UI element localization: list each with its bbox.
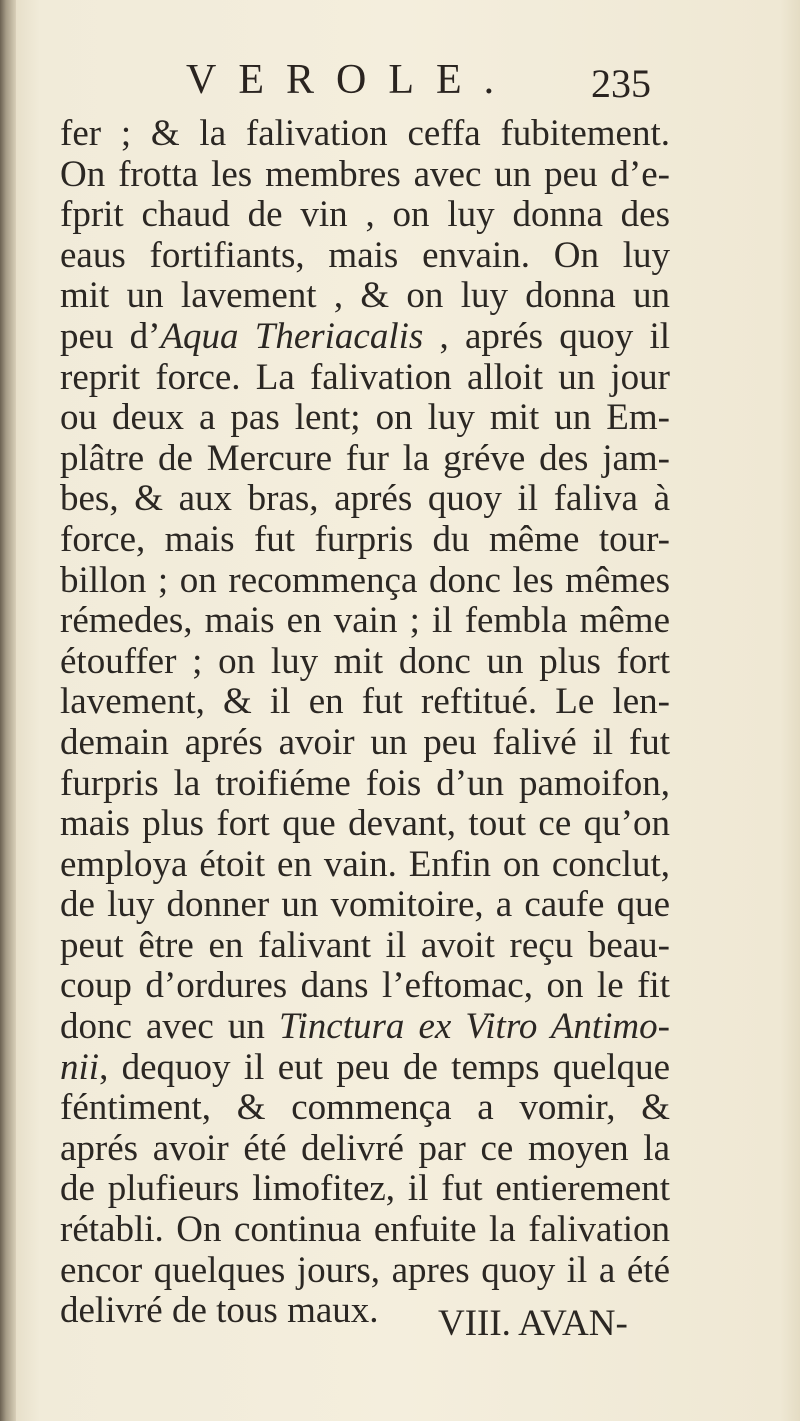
text-line [60, 926, 670, 967]
text-line [60, 398, 670, 439]
line-text: encor quelques jours, apres quoy il a été [60, 1249, 670, 1291]
text-line [60, 1007, 670, 1048]
line-text: reprit force. La falivation alloit un jour [60, 356, 670, 398]
text-line [60, 561, 670, 602]
text-line [60, 723, 670, 764]
line-text: On frotta les membres avec un peu d’e- [60, 153, 670, 195]
line-text: , aprés quoy il [423, 315, 671, 357]
line-text: de luy donner un vomitoire, a caufe que [60, 884, 670, 926]
line-text: fprit chaud de vin , on luy donna des [60, 194, 670, 236]
text-line [60, 520, 670, 561]
line-text: furpris la troifiéme fois d’un pamoifon, [60, 762, 670, 804]
line-text: lavement, & il en fut reftitué. Le len- [60, 681, 670, 723]
line-text: ou deux a pas lent; on luy mit un Em- [60, 397, 670, 439]
line-text: mais plus fort que devant, tout ce qu’on [60, 803, 670, 845]
text-line [60, 1210, 670, 1251]
text-line [60, 155, 670, 196]
text-line [60, 114, 670, 155]
text-line [60, 601, 670, 642]
text-line [60, 1169, 670, 1210]
line-text: , dequoy il eut peu de temps quelque [99, 1046, 670, 1088]
text-line [60, 276, 670, 317]
line-text: fer ; & la falivation ceffa fubitement. [60, 113, 670, 154]
line-text: aprés avoir été delivré par ce moyen la [60, 1127, 670, 1169]
text-line [60, 804, 670, 845]
line-text: eaus fortifiants, mais envain. On luy [60, 234, 670, 276]
line-text: billon ; on recommença donc les mêmes [60, 559, 670, 601]
line-text: force, mais fut furpris du même tour- [60, 518, 670, 560]
text-line [60, 1251, 670, 1292]
line-text: rémedes, mais en vain ; il fembla même [60, 600, 670, 642]
line-text: rétabli. On continua enfuite la falivation [60, 1209, 670, 1251]
italic-phrase: Aqua Theriacalis [160, 315, 424, 357]
text-line [60, 479, 670, 520]
line-text: peu d’ [60, 315, 161, 357]
running-head: VEROLE. [186, 57, 517, 103]
line-text: bes, & aux bras, aprés quoy il faliva à [60, 478, 670, 520]
text-line [60, 358, 670, 399]
page-header [0, 52, 800, 112]
italic-phrase: Tinctura ex Vitro Antimo- [278, 1006, 670, 1048]
line-text: peut être en falivant il avoit reçu beau- [60, 924, 670, 966]
line-text: plâtre de Mercure fur la gréve des jam- [60, 437, 670, 479]
text-line [60, 682, 670, 723]
page-number: 235 [591, 61, 651, 106]
line-text: donc avec un [60, 1006, 279, 1048]
italic-phrase: nii [60, 1046, 100, 1088]
text-line [60, 966, 670, 1007]
line-text: mit un lavement , & on luy donna un [60, 275, 670, 317]
catchword: VIII. AVAN- [438, 1303, 628, 1344]
text-line [60, 317, 670, 358]
text-line [60, 764, 670, 805]
line-text: demain aprés avoir un peu falivé il fut [60, 721, 670, 763]
text-line [60, 642, 670, 683]
text-line [60, 845, 670, 886]
body-text [60, 114, 670, 1332]
text-line [60, 1048, 670, 1089]
line-text: féntiment, & commença a vomir, & [60, 1087, 670, 1129]
text-line [60, 1129, 670, 1170]
text-line [60, 236, 670, 277]
line-text: coup d’ordures dans l’eftomac, on le fit [60, 965, 670, 1007]
text-line [60, 885, 670, 926]
page-gutter-shadow [0, 0, 16, 1421]
line-text: delivré de tous maux. [60, 1290, 379, 1332]
line-text: de plufieurs limofitez, il fut entierement [60, 1168, 670, 1210]
line-text: étouffer ; on luy mit donc un plus fort [60, 640, 670, 682]
text-line [60, 439, 670, 480]
text-line [60, 195, 670, 236]
text-line [60, 1088, 670, 1129]
line-text: employa étoit en vain. Enfin on conclut, [60, 843, 670, 885]
